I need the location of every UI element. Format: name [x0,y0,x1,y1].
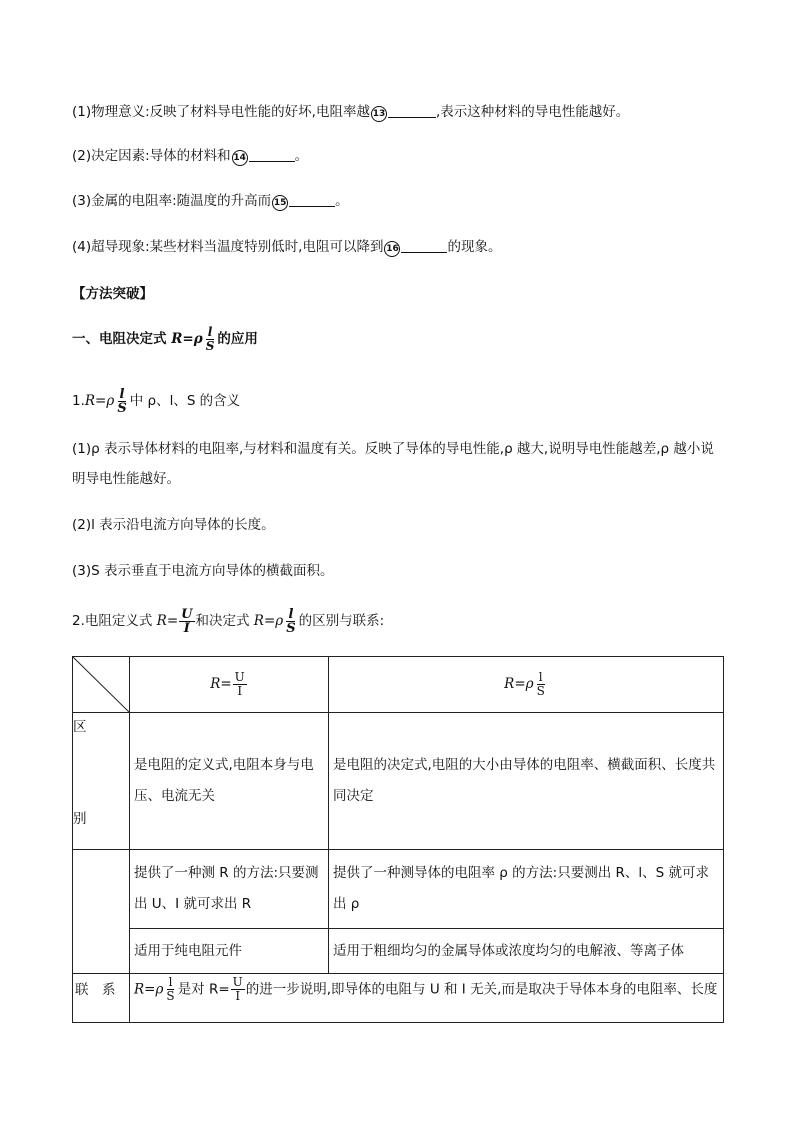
table-cell: 提供了一种测导体的电阻率 ρ 的方法:只要测出 R、l、S 就可求出 ρ [329,850,724,929]
cell-text: 的进一步说明,即导体的电阻与 U 和 I 无关,而是取决于导体本身的电阻率、长度 [245,981,718,998]
label-text: 别 [73,811,87,827]
item-text: 中 ρ、l、S 的含义 [129,393,241,409]
fraction-numerator: l [119,386,125,402]
fraction-denominator: S [536,683,545,698]
item-text: 和决定式 [195,613,254,629]
empty-label-cell [73,850,130,974]
table-cell: 是电阻的决定式,电阻的大小由导体的电阻率、横截面积、长度共同决定 [329,713,724,850]
fraction [179,608,194,635]
paragraph-l-meaning: (2)l 表示沿电流方向导体的长度。 [72,517,275,533]
table-cell: 适用于粗细均匀的金属导体或浓度均匀的电解液、等离子体 [329,929,724,974]
paragraph-text: (3)金属的电阻率:随温度的升高而 [72,193,272,209]
diagonal-header-cell [73,657,130,713]
fraction-numerator: l [207,324,213,339]
fraction-denominator: I [183,620,190,636]
fraction-denominator: S [286,620,296,636]
table-cell: 适用于纯电阻元件 [130,929,329,974]
item-2-heading [72,604,384,638]
heading-text: 的应用 [217,331,258,347]
distinction-label-cell [73,713,130,850]
item-text: 的区别与联系: [298,613,385,629]
paragraph-text: (2)决定因素:导体的材料和 [72,148,231,164]
paragraph-physical-meaning [72,102,629,122]
fraction-denominator: S [117,400,127,416]
fraction [231,976,245,1003]
fraction-denominator: S [205,338,215,353]
fraction-denominator: I [235,989,241,1003]
header-definition-formula [130,657,329,713]
table-row [73,929,724,974]
formula-lhs: R=ρ [171,331,203,347]
table-header-row [73,657,724,713]
paragraph-text: ,表示这种材料的导电性能越好。 [435,104,630,120]
formula-lhs: R=ρ [134,981,164,998]
item-text: 2.电阻定义式 [72,613,157,629]
paragraph-text: 的现象。 [447,239,502,255]
heading-text: 一、电阻决定式 [72,331,172,347]
table-cell: 提供了一种测 R 的方法:只要测出 U、I 就可求出 R [130,850,329,929]
fraction-denominator: S [166,989,175,1003]
answer-blank[interactable] [388,103,436,118]
circled-number-15: 15 [272,195,288,211]
table-cell: 是电阻的定义式,电阻本身与电压、电流无关 [130,713,329,850]
header-determination-formula [329,657,724,713]
comparison-table [72,656,724,1023]
fraction-numerator: l [538,669,543,684]
fraction-numerator: U [232,975,243,989]
table-row [73,850,724,929]
formula-lhs: R=ρ [253,613,284,629]
formula-lhs: R= [156,613,179,629]
fraction [535,671,547,698]
table-row [73,713,724,850]
fraction [284,608,297,635]
item-1-heading [72,384,240,418]
paragraph-rho-meaning: (1)ρ 表示导体材料的电阻率,与材料和温度有关。反映了导体的导电性能,ρ 越大,说明导电性能越差,ρ 越小说明导电性能越好。 [72,441,714,487]
paragraph-text: (1)物理意义:反映了材料导电性能的好坏,电阻率越 [72,104,370,120]
fraction-numerator: U [181,606,193,622]
fraction [204,326,217,353]
fraction-numerator: U [234,669,245,684]
fraction [115,388,128,415]
paragraph-s-meaning: (3)S 表示垂直于电流方向导体的横截面积。 [72,563,334,579]
paragraph-text: (4)超导现象:某些材料当温度特别低时,电阻可以降到 [72,239,384,255]
answer-blank[interactable] [289,192,335,207]
label-text: 区 [73,719,87,735]
fraction-numerator: l [288,606,294,622]
method-section-title: 【方法突破】 [72,286,153,302]
formula-lhs: R= [210,676,232,692]
formula-lhs: R=ρ [84,393,115,409]
paragraph-text: 。 [294,148,309,164]
item-text: 1. [72,393,85,409]
answer-blank[interactable] [401,238,447,253]
table-row [73,974,724,1023]
diagonal-line [73,657,130,713]
link-content-cell [130,974,724,1023]
fraction-numerator: l [168,975,173,989]
formula-lhs: R=ρ [504,676,534,692]
fraction [164,976,176,1003]
section-heading [72,322,258,356]
circled-number-13: 13 [371,106,387,122]
paragraph-text: 。 [335,193,349,209]
fraction [233,671,247,698]
label-text: 联 系 [75,982,116,998]
fraction-denominator: I [237,683,243,698]
paragraph-determining-factors [72,146,308,166]
cell-text: 是对 R= [177,981,230,998]
answer-blank[interactable] [249,147,295,162]
paragraph-metal-resistivity [72,191,349,211]
paragraph-superconductivity [72,237,501,257]
circled-number-14: 14 [232,150,248,166]
circled-number-16: 16 [384,241,400,257]
link-label-cell [73,974,130,1023]
